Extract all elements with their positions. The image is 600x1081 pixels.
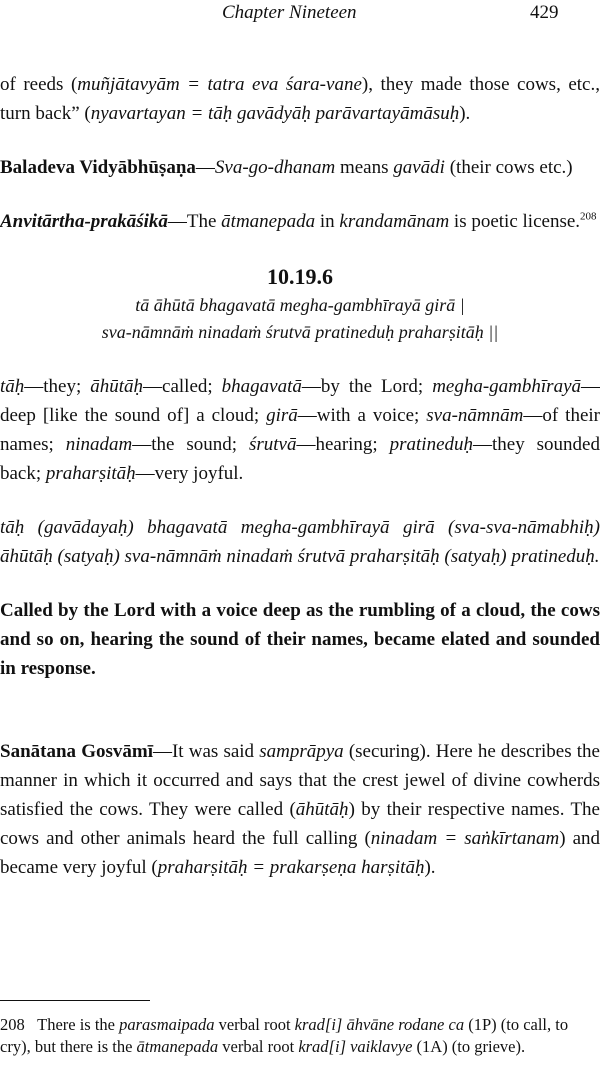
ww-word: girā [266,405,298,426]
ww-word: bhagavatā [221,376,302,397]
text-run: (securing). Here he describes the manner in which it occurred and says that the crest jewel of divine cowherds satisfied the cows. They were called ( [0,741,600,820]
footnote-marker[interactable]: 208 [580,210,597,223]
sanskrit-term: Sva-go-dhanam [214,157,336,178]
text-run: (1A) (to grieve). [412,1037,526,1056]
ww-word: āhūtāḥ [90,376,144,397]
text-run: means [335,157,394,178]
sanskrit-term: parasmaipada [119,1015,215,1034]
text-run: verbal root [218,1037,299,1056]
footnote [0,1014,592,1058]
sanskrit-term: ātmanepada [221,211,316,232]
text-run: in [315,211,340,232]
ww-meaning: —very joyful. [135,463,244,484]
verse-line: sva-nāmnāṁ ninadaṁ śrutvā pratineduḥ praharṣitāḥ || [101,322,499,342]
text-run: There is the [37,1015,120,1034]
prose-order [0,513,600,571]
running-title: Chapter Nineteen [222,2,357,23]
sanskrit-term: praharṣitāḥ = prakarṣeṇa harṣitāḥ [157,857,425,878]
ww-word: pratineduḥ [389,434,474,455]
text-run: ), they made those cows, etc., turn back” ( [0,74,600,124]
sanskrit-term: krad[i] āhvāne rodane ca [294,1015,465,1034]
text-run: — [195,157,215,178]
commentator-name: Sanātana Gosvāmī [0,741,153,762]
paragraph-anvitartha [0,207,600,236]
sanskrit-term: krad[i] vaiklavye [298,1037,413,1056]
sanskrit-term: nyavartayan = tāḥ gavādyāḥ parāvartayāmāsuḥ [90,103,460,124]
page-body [0,70,600,882]
prose-order-text: tāḥ (gavādayaḥ) bhagavatā megha-gambhīrayā girā (sva-sva-nāmabhiḥ) āhūtāḥ (satyaḥ) sva-nāmnāṁ ninadaṁ śrutvā praharṣitāḥ (satyaḥ) pratineduḥ. [0,517,600,567]
ww-meaning: —they; [24,376,91,397]
ww-meaning: —called; [143,376,222,397]
text-run: (their cows etc.) [444,157,573,178]
verse-line: tā āhūtā bhagavatā megha-gambhīrayā girā | [135,295,465,315]
commentary-sanatana [0,737,600,882]
ww-meaning: —deep [like the sound of] a cloud; [0,376,600,426]
ww-meaning: —of their names; [0,405,600,455]
ww-word: megha-gambhīrayā [432,376,581,397]
text-run: is poetic license. [449,211,581,232]
footnote-number: 208 [0,1015,25,1034]
ww-meaning: —the sound; [132,434,249,455]
page-number: 429 [530,2,559,23]
text-run: —It was said [152,741,260,762]
word-for-word [0,372,600,488]
ww-word: tāḥ [0,376,25,397]
commentator-name: Anvitārtha-prakāśikā [0,211,168,232]
ww-meaning: —by the Lord; [301,376,433,397]
sanskrit-term: gavādi [393,157,445,178]
sanskrit-term: ātmanepada [136,1037,219,1056]
ww-word: śrutvā [248,434,297,455]
sanskrit-term: muñjātavyām = tatra eva śara-vane [77,74,362,95]
text-run: verbal root [214,1015,295,1034]
ww-meaning: —they sounded back; [0,434,600,484]
text-run: ) and became very joyful ( [0,828,600,878]
text-run: (1P) (to call, to cry), but there is the [0,1015,569,1056]
ww-word: ninadam [65,434,133,455]
ww-word: sva-nāmnām [426,405,524,426]
text-run: of reeds ( [0,74,78,95]
ww-meaning: —with a voice; [297,405,427,426]
sanskrit-term: samprāpya [259,741,344,762]
ww-meaning: —hearing; [296,434,390,455]
verse-number: 10.19.6 [267,264,333,289]
page-header [0,0,600,32]
sanskrit-term: krandamānam [339,211,450,232]
paragraph-baladeva [0,153,600,182]
translation: Called by the Lord with a voice deep as the rumbling of a cloud, the cows and so on, hearing the sound of their names, became elated and sounded in response. [0,600,600,679]
sanskrit-term: ninadam = saṅkīrtanam [370,828,560,849]
text-run: ). [459,103,471,124]
paragraph-continuation [0,70,600,128]
text-run: —The [167,211,222,232]
sanskrit-term: āhūtāḥ [295,799,349,820]
ww-word: praharṣitāḥ [45,463,136,484]
text-run: ) by their respective names. The cows and other animals heard the full calling ( [0,799,600,849]
commentator-name: Baladeva Vidyābhūṣaṇa [0,157,196,178]
text-run: ). [424,857,436,878]
footnote-divider [0,1000,150,1001]
